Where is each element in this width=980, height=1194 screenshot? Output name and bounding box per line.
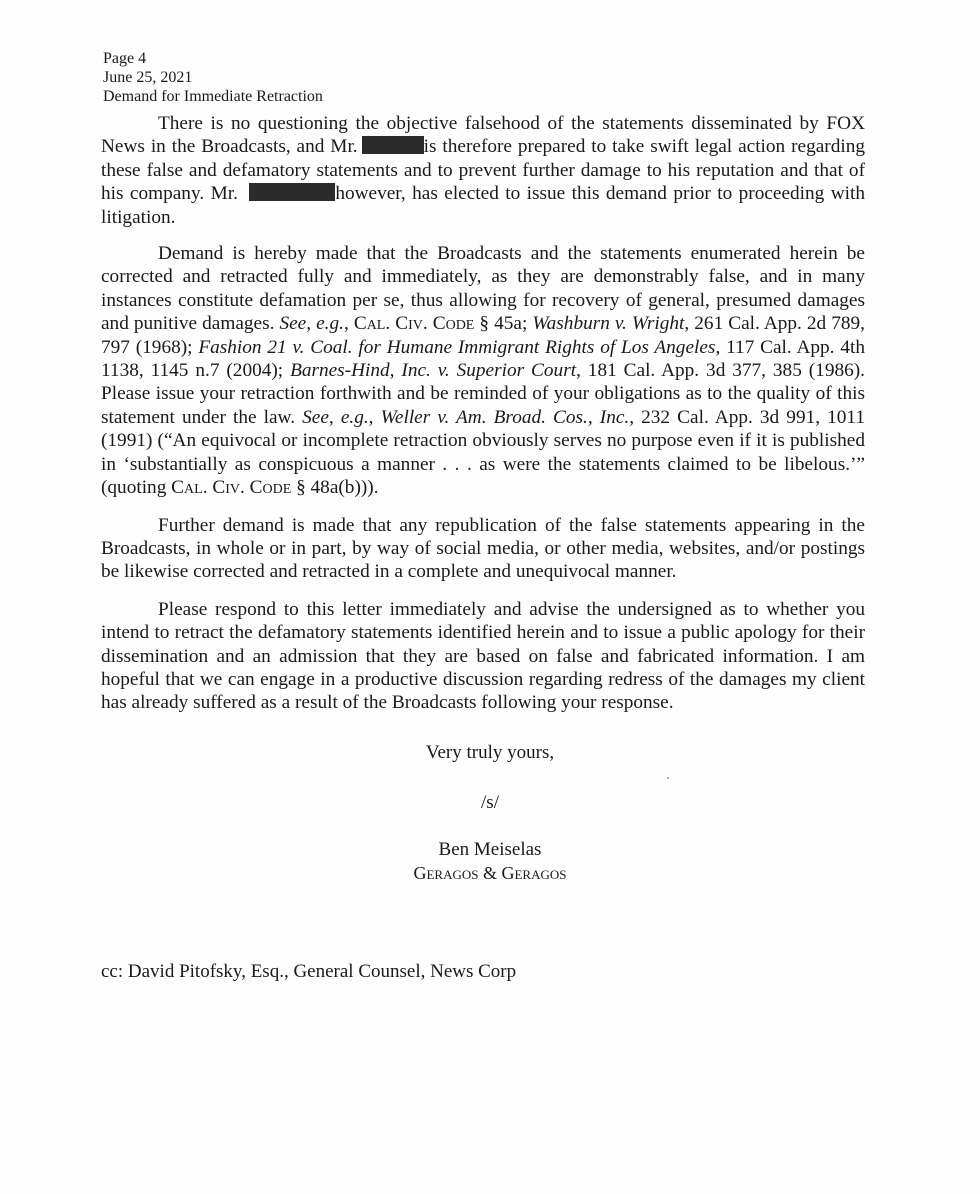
closing-salutation: Very truly yours, — [425, 742, 555, 763]
case-name: Fashion 21 v. Coal. for Humane Immigrant Rights of Los Angeles — [198, 336, 716, 358]
redaction-bar — [362, 136, 424, 154]
paragraph-1 — [101, 112, 865, 229]
p2-text: , 117 Cal. App. 4th 1138, 1145 n.7 (2004); — [101, 336, 865, 382]
p1-text-b: is therefore prepared to take swift legal action regarding these false and defamatory statements and to prevent further damage to his reputation and that of his company. Mr. — [101, 136, 865, 205]
p2-text: § 48a(b))). — [296, 477, 379, 499]
p2-text: , — [343, 313, 349, 335]
cc-line: cc: David Pitofsky, Esq., General Counsel, News Corp — [101, 961, 517, 982]
page-header — [103, 49, 323, 106]
law-firm-name: Geragos & Geragos — [413, 863, 567, 883]
p2-text: , — [368, 406, 374, 428]
scan-speck — [667, 777, 669, 779]
p2-text: § 45a; — [479, 313, 528, 335]
statute-code: Cal. Civ. Code — [353, 313, 475, 335]
p1-text-a: There is no questioning the objective falsehood of the statements disseminated by FOX News in the Broadcasts, and Mr. — [101, 113, 865, 158]
citation-signal: See, e.g. — [302, 406, 369, 428]
signature-mark: /s/ — [481, 792, 499, 813]
p2-text: , 181 Cal. App. 3d 377, 385 (1986). Please issue your retraction forthwith and be reminded of your obligations as to the quality of this statement under the law. — [101, 360, 865, 428]
p1-text-c: however, has elected to issue this demand prior to proceeding with litigation. — [101, 183, 865, 228]
letter-subject: Demand for Immediate Retraction — [103, 88, 323, 105]
case-name: Washburn v. Wright — [532, 313, 685, 335]
redaction-bar — [249, 183, 335, 201]
signatory-name: Ben Meiselas — [438, 839, 542, 860]
page-number: Page 4 — [103, 50, 147, 67]
case-name: Barnes-Hind, Inc. v. Superior Court — [290, 360, 577, 382]
paragraph-2 — [101, 242, 865, 499]
p2-text: , 261 Cal. App. 2d 789, 797 (1968); — [101, 313, 865, 358]
p2-text: Demand is hereby made that the Broadcasts and the statements enumerated herein be corrected and retracted fully and immediately, as they are demonstrably false, and in many instances constitute defamation per se, thus allowing for recovery of general, presumed damages and punitive damages. — [101, 243, 865, 335]
paragraph-4: Please respond to this letter immediately and advise the undersigned as to whether you intend to retract the defamatory statements identified herein and to issue a public apology for their dissemination and an admission that they are based on false and fabricated information. I am hopeful that we can engage in a productive discussion regarding redress of the damages my client has already suffered as a result of the Broadcasts following your response. — [101, 598, 865, 714]
statute-code: Cal. Civ. Code — [171, 477, 292, 499]
citation-signal: See, e.g. — [279, 313, 344, 335]
letter-date: June 25, 2021 — [103, 69, 193, 86]
case-name: Weller v. Am. Broad. Cos., Inc. — [380, 406, 630, 428]
letter-body — [101, 112, 865, 731]
paragraph-3: Further demand is made that any republication of the false statements appearing in the Broadcasts, in whole or in part, by way of social media, or other media, websites, and/or postings be likewise corrected and retracted in a complete and unequivocal manner. — [101, 514, 865, 583]
p2-text: , 232 Cal. App. 3d 991, 1011 (1991) (“An equivocal or incomplete retraction obviously serves no purpose even if it is published in ‘substantially as conspicuous a manner . . . as were the statements claimed to be libelous.’” (quoting — [101, 406, 865, 499]
